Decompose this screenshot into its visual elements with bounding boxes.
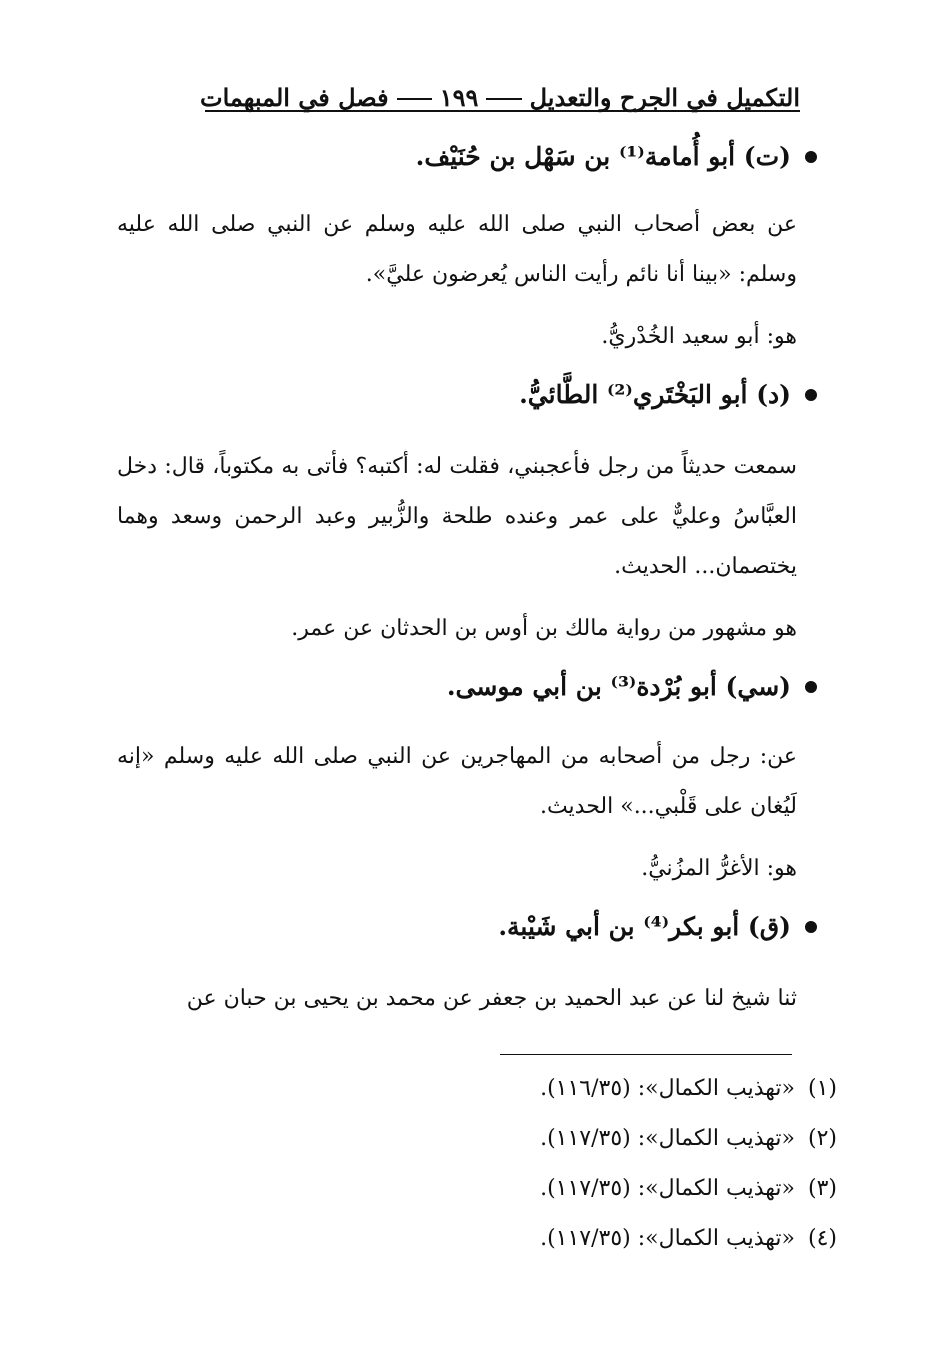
footnote-text: «تهذيب الكمال»: (١١٦/٣٥).	[540, 1076, 795, 1101]
footnote-number: (٣)	[807, 1176, 837, 1201]
entry-identification: هو: الأغرُّ المزُنيُّ.	[641, 856, 797, 881]
entry-heading-text: (ت) أبو أُمامة⁽¹⁾ بن سَهْل بن حُنَيْف.	[415, 142, 791, 171]
footnote-separator	[500, 1054, 792, 1055]
entry-identification: هو مشهور من رواية مالك بن أوس بن الحدثان عن عمر.	[291, 616, 797, 641]
entry-heading	[117, 142, 817, 171]
footnote	[337, 1126, 837, 1151]
footnote-number: (١)	[807, 1076, 837, 1101]
entry-heading	[117, 380, 817, 409]
footnote	[337, 1176, 837, 1201]
bullet-icon	[805, 681, 817, 693]
book-title: التكميل في الجرح والتعديل	[529, 82, 800, 112]
header-dash	[397, 98, 432, 100]
entry-heading-text: (د) أبو البَخْتَري⁽²⁾ الطَّائيُّ.	[519, 380, 791, 409]
footnote-number: (٢)	[807, 1126, 837, 1151]
entry-heading	[117, 672, 817, 701]
bullet-icon	[805, 151, 817, 163]
page-number: ١٩٩	[439, 82, 479, 112]
entry-identification: هو: أبو سعيد الخُدْريُّ.	[601, 324, 797, 349]
footnote	[337, 1076, 837, 1101]
header-rule	[205, 110, 800, 112]
footnote-number: (٤)	[807, 1226, 837, 1251]
bullet-icon	[805, 389, 817, 401]
entry-heading	[117, 912, 817, 941]
header-dash	[486, 98, 521, 100]
footnote-text: «تهذيب الكمال»: (١١٧/٣٥).	[540, 1226, 795, 1251]
footnote	[337, 1226, 837, 1251]
entry-heading-text: (ق) أبو بكر⁽⁴⁾ بن أبي شَيْبة.	[498, 912, 791, 941]
section-title: فصل في المبهمات	[199, 82, 389, 112]
entry-text: عن: رجل من أصحابه من المهاجرين عن النبي صلى الله عليه وسلم «إنه لَيُغان على قَلْبي...» الحديث.	[117, 744, 797, 819]
entry-heading-text: (سي) أبو بُرْدة⁽³⁾ بن أبي موسى.	[446, 672, 791, 701]
entry-text: عن بعض أصحاب النبي صلى الله عليه وسلم عن النبي صلى الله عليه وسلم: «بينا أنا نائم رأيت الناس يُعرضون عليَّ».	[117, 212, 797, 287]
entry-text: سمعت حديثاً من رجل فأعجبني، فقلت له: أكتبه؟ فأتى به مكتوباً، قال: دخل العبَّاسُ وعليٌّ على عمر وعنده طلحة والزُّبير وعبد الرحمن وسعد وهما يختصمان... الحديث.	[117, 454, 797, 579]
entry-text: ثنا شيخ لنا عن عبد الحميد بن جعفر عن محمد بن يحيى بن حبان عن	[186, 986, 797, 1011]
bullet-icon	[805, 921, 817, 933]
footnote-text: «تهذيب الكمال»: (١١٧/٣٥).	[540, 1126, 795, 1151]
footnote-text: «تهذيب الكمال»: (١١٧/٣٥).	[540, 1176, 795, 1201]
